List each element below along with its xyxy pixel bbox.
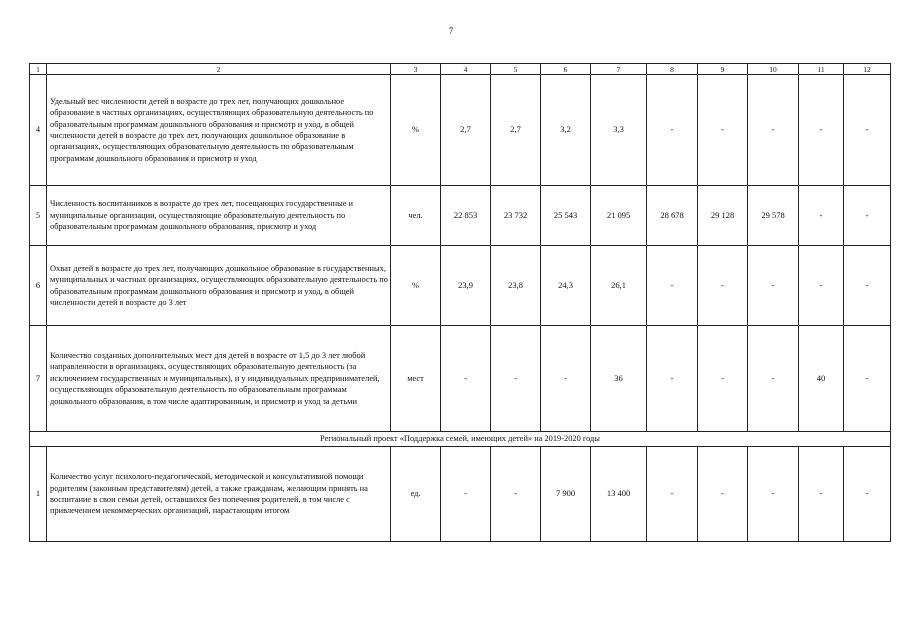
value-cell: 25 543 xyxy=(541,186,591,246)
column-number: 12 xyxy=(844,64,891,75)
value-cell: - xyxy=(748,326,799,432)
indicator-description: Количество созданных дополнительных мест для детей в возрасте от 1,5 до 3 лет любой направленности в организациях, осуществляющих образовательную деятельность (за исключением государственных и муниципальных), и у индивидуальных предпринимателей, осуществляющих образовательную деятельность по образовательным программам дошкольного образования, в том числе адаптированным, и присмотр и уход за детьми xyxy=(47,326,391,432)
value-cell: 3,2 xyxy=(541,75,591,186)
row-number: 7 xyxy=(30,326,47,432)
unit: % xyxy=(391,246,441,326)
table-row xyxy=(30,246,891,326)
value-cell: - xyxy=(844,447,891,542)
value-cell: - xyxy=(647,246,698,326)
value-cell: - xyxy=(844,186,891,246)
value-cell: 2,7 xyxy=(441,75,491,186)
column-number: 11 xyxy=(799,64,844,75)
value-cell: - xyxy=(491,326,541,432)
column-number: 2 xyxy=(47,64,391,75)
value-cell: - xyxy=(647,447,698,542)
column-number: 1 xyxy=(30,64,47,75)
column-number: 3 xyxy=(391,64,441,75)
value-cell: - xyxy=(441,447,491,542)
value-cell: 23 732 xyxy=(491,186,541,246)
column-number: 7 xyxy=(591,64,647,75)
unit: ед. xyxy=(391,447,441,542)
value-cell: 22 853 xyxy=(441,186,491,246)
value-cell: 36 xyxy=(591,326,647,432)
value-cell: 29 128 xyxy=(698,186,748,246)
value-cell: 2,7 xyxy=(491,75,541,186)
column-number-row xyxy=(30,64,891,75)
value-cell: - xyxy=(698,246,748,326)
value-cell: 3,3 xyxy=(591,75,647,186)
section-title: Региональный проект «Поддержка семей, имеющих детей» на 2019-2020 годы xyxy=(30,432,891,447)
table-row xyxy=(30,186,891,246)
value-cell: - xyxy=(799,246,844,326)
value-cell: 28 678 xyxy=(647,186,698,246)
indicator-description: Количество услуг психолого-педагогической, методической и консультативной помощи родителям (законным представителям) детей, а также гражданам, желающим принять на воспитание в свои семьи детей, оставшихся без попечения родителей, в том числе с привлечением некоммерческих организаций, нарастающим итогом xyxy=(47,447,391,542)
column-number: 5 xyxy=(491,64,541,75)
column-number: 8 xyxy=(647,64,698,75)
indicator-description: Удельный вес численности детей в возрасте до трех лет, получающих дошкольное образование в частных организациях, осуществляющих образовательную деятельность по образовательным программам дошкольного образования и присмотр и уход, в общей численности детей в возрасте до трех лет, получающих дошкольное образование в организациях, осуществляющих образовательную деятельность по образовательным программам дошкольного образования и присмотр и уход xyxy=(47,75,391,186)
value-cell: 7 900 xyxy=(541,447,591,542)
value-cell: - xyxy=(844,326,891,432)
unit: чел. xyxy=(391,186,441,246)
value-cell: - xyxy=(491,447,541,542)
column-number: 4 xyxy=(441,64,491,75)
value-cell: - xyxy=(698,326,748,432)
value-cell: 40 xyxy=(799,326,844,432)
value-cell: 24,3 xyxy=(541,246,591,326)
value-cell: - xyxy=(844,75,891,186)
row-number: 4 xyxy=(30,75,47,186)
unit: мест xyxy=(391,326,441,432)
value-cell: - xyxy=(799,447,844,542)
section-header-row xyxy=(30,432,891,447)
page-number: 7 xyxy=(448,26,454,36)
indicator-description: Охват детей в возрасте до трех лет, получающих дошкольное образование в государственных, муниципальных и частных организациях, осуществляющих образовательную деятельность по образовательным программам дошкольного образования и присмотр и уход, в общей численности детей в возрасте до 3 лет xyxy=(47,246,391,326)
value-cell: - xyxy=(748,447,799,542)
value-cell: - xyxy=(441,326,491,432)
value-cell: - xyxy=(541,326,591,432)
column-number: 6 xyxy=(541,64,591,75)
value-cell: - xyxy=(698,447,748,542)
table-row xyxy=(30,447,891,542)
value-cell: - xyxy=(844,246,891,326)
value-cell: - xyxy=(698,75,748,186)
indicators-table xyxy=(29,63,891,542)
value-cell: 21 095 xyxy=(591,186,647,246)
value-cell: 23,9 xyxy=(441,246,491,326)
indicator-description: Численность воспитанников в возрасте до трех лет, посещающих государственные и муниципальные организации, осуществляющие образовательную деятельность по образовательным программам дошкольного образования, присмотр и уход xyxy=(47,186,391,246)
value-cell: - xyxy=(647,326,698,432)
value-cell: - xyxy=(748,246,799,326)
table-row xyxy=(30,75,891,186)
value-cell: 13 400 xyxy=(591,447,647,542)
value-cell: - xyxy=(748,75,799,186)
value-cell: 29 578 xyxy=(748,186,799,246)
value-cell: - xyxy=(799,186,844,246)
value-cell: - xyxy=(799,75,844,186)
column-number: 9 xyxy=(698,64,748,75)
row-number: 1 xyxy=(30,447,47,542)
column-number: 10 xyxy=(748,64,799,75)
row-number: 6 xyxy=(30,246,47,326)
row-number: 5 xyxy=(30,186,47,246)
table-row xyxy=(30,326,891,432)
unit: % xyxy=(391,75,441,186)
value-cell: 26,1 xyxy=(591,246,647,326)
value-cell: - xyxy=(647,75,698,186)
value-cell: 23,8 xyxy=(491,246,541,326)
